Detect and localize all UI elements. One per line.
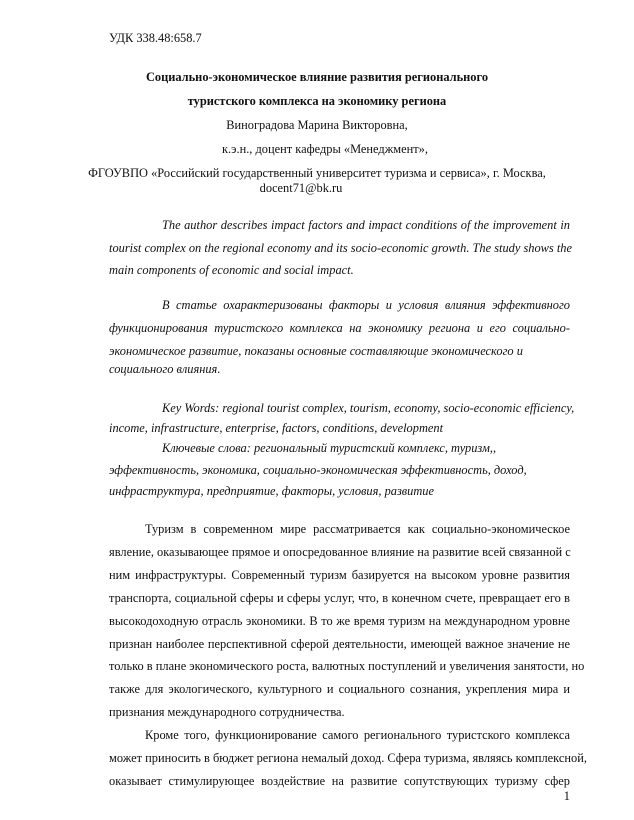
body-line: ним инфраструктуры. Современный туризм базируется на высоком уровне развития [109, 568, 570, 582]
body-line: Кроме того, функционирование самого регионального туристского комплекса [145, 728, 570, 742]
abstract-ru-line: социального влияния. [109, 362, 221, 376]
abstract-en-line: The author describes impact factors and impact conditions of the improvement in [162, 218, 570, 232]
abstract-ru-line: экономическое развитие, показаны основные составляющие экономического и [109, 344, 523, 358]
body-line: признания международного сотрудничества. [109, 705, 345, 719]
body-line: высокодоходную отрасль экономики. В то же время туризм на международном уровне [109, 614, 570, 628]
keywords-en-line: Key Words: regional tourist complex, tourism, economy, socio-economic efficiency, [162, 401, 575, 415]
body-line: признан наиболее перспективной сферой деятельности, имеющей важное значение не [109, 637, 570, 651]
author-email: docent71@bk.ru [259, 181, 343, 195]
abstract-ru-line: В статье охарактеризованы факторы и условия влияния эффективного [162, 298, 570, 312]
abstract-en-line: main components of economic and social impact. [109, 263, 354, 277]
title-line-2: туристского комплекса на экономику региона [187, 94, 447, 108]
author-name: Виноградова Марина Викторовна, [226, 118, 408, 132]
body-line: оказывает стимулирующее воздействие на развитие сопутствующих туризму сфер [109, 774, 570, 788]
body-line: Туризм в современном мире рассматривается как социально-экономическое [145, 522, 570, 536]
keywords-ru-line: инфраструктура, предприятие, факторы, условия, развитие [109, 484, 435, 498]
body-line: транспорта, социальной сферы и сферы услуг, что, в конечном счете, превращает его в [109, 591, 570, 605]
author-position: к.э.н., доцент кафедры «Менеджмент», [222, 142, 428, 156]
body-line: также для экологического, культурного и социального сознания, укрепления мира и [109, 682, 570, 696]
keywords-ru-line: эффективность, экономика, социально-экономическая эффективность, доход, [109, 463, 527, 477]
body-line: может приносить в бюджет региона немалый доход. Сфера туризма, являясь комплексной, [109, 751, 587, 765]
title-line-1: Социально-экономическое влияние развития регионального [145, 70, 489, 84]
author-affiliation: ФГОУВПО «Российский государственный университет туризма и сервиса», г. Москва, [88, 166, 546, 180]
keywords-en-line: income, infrastructure, enterprise, factors, conditions, development [109, 421, 444, 435]
page-number: 1 [563, 789, 570, 803]
keywords-ru-line: Ключевые слова: региональный туристский комплекс, туризм,, [162, 441, 497, 455]
udk-code: УДК 338.48:658.7 [109, 31, 202, 45]
body-line: только в плане экономического роста, валютных поступлений и увеличения занятости, но [109, 659, 585, 673]
abstract-ru-line: функционирования туристского комплекса на экономику региона и его социально- [109, 321, 570, 335]
body-line: явление, оказывающее прямое и опосредованное влияние на развитие всей связанной с [109, 545, 571, 559]
abstract-en-line: tourist complex on the regional economy and its socio-economic growth. The study shows the [109, 241, 572, 255]
